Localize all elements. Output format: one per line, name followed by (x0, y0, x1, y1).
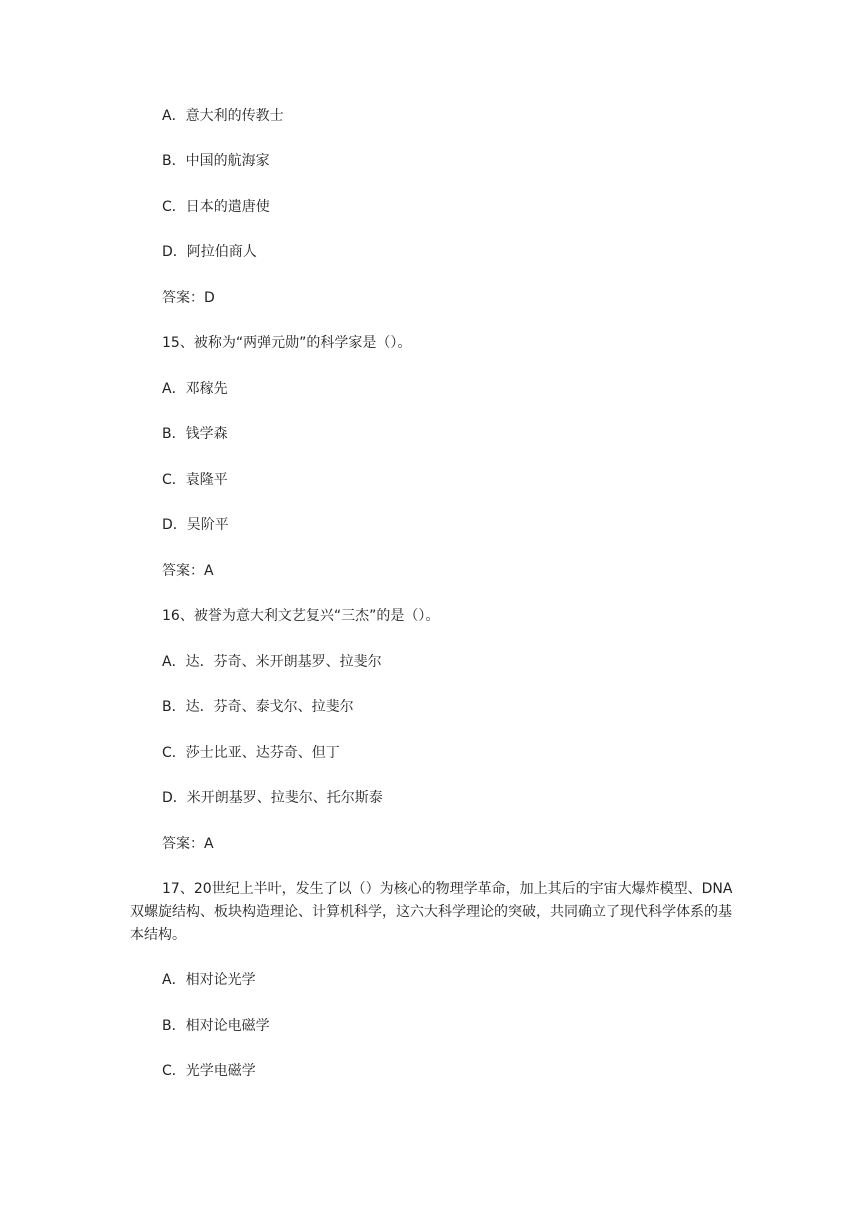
question-17-text: 17、20世纪上半叶，发生了以（）为核心的物理学革命，加上其后的宇宙大爆炸模型、DNA双螺旋结构、板块构造理论、计算机科学，这六大科学理论的突破，共同确立了现代科学体系的基本结构。 (130, 881, 733, 943)
option-d: D．阿拉伯商人 (162, 244, 257, 260)
option-d: D．米开朗基罗、拉斐尔、托尔斯泰 (162, 790, 383, 806)
option-b: B．钱学森 (162, 426, 228, 442)
option-a: A．达．芬奇、米开朗基罗、拉斐尔 (162, 654, 382, 670)
option-c: C．袁隆平 (162, 472, 228, 488)
question-15: 15、被称为“两弹元勋”的科学家是（）。 (162, 335, 412, 351)
question-16: 16、被誉为意大利文艺复兴“三杰”的是（）。 (162, 608, 440, 624)
answer-line: 答案：D (162, 290, 215, 306)
answer-line: 答案：A (162, 836, 214, 852)
option-b: B．相对论电磁学 (162, 1018, 270, 1034)
option-d: D．吴阶平 (162, 517, 229, 533)
option-a: A．相对论光学 (162, 972, 256, 988)
option-c: C．日本的遣唐使 (162, 199, 270, 215)
answer-line: 答案：A (162, 563, 214, 579)
question-17 (130, 878, 736, 947)
option-c: C．光学电磁学 (162, 1063, 256, 1079)
option-b: B．中国的航海家 (162, 153, 270, 169)
option-c: C．莎士比亚、达芬奇、但丁 (162, 745, 340, 761)
option-b: B．达．芬奇、泰戈尔、拉斐尔 (162, 699, 354, 715)
option-a: A．邓稼先 (162, 381, 228, 397)
option-a: A．意大利的传教士 (162, 108, 284, 124)
